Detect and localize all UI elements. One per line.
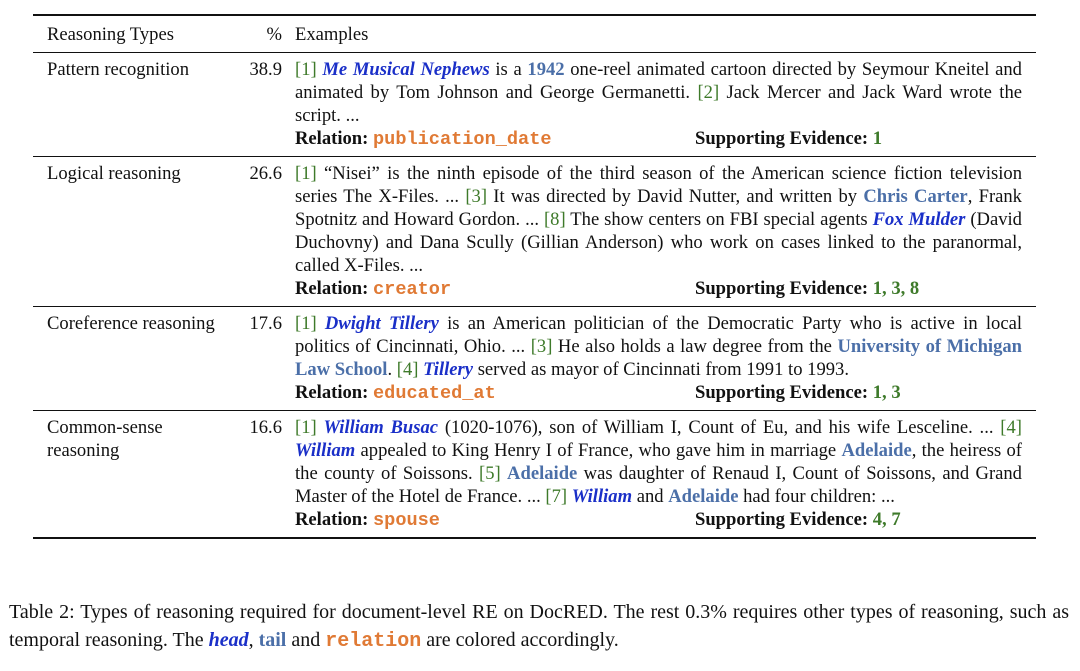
table-row <box>33 307 1036 411</box>
example-text: The show centers on FBI special agents <box>565 209 873 230</box>
relation-line <box>295 277 695 301</box>
example-text <box>295 416 1022 508</box>
caption-text: are colored accordingly. <box>421 629 619 651</box>
sentence-id: [3] <box>465 186 488 207</box>
example-text <box>295 58 1022 127</box>
evidence-line <box>695 277 919 301</box>
table-row <box>33 411 1036 539</box>
example-text <box>295 312 1022 381</box>
tail-entity-legend: tail <box>258 629 287 651</box>
example-text: It was directed by David Nutter, and written by <box>487 186 864 207</box>
head-entity: William <box>295 440 356 461</box>
example-cell <box>295 411 1036 539</box>
sentence-id: [2] <box>697 82 720 103</box>
reasoning-type-cell: Common-sense reasoning <box>33 411 221 539</box>
evidence-label: Supporting Evidence: <box>695 509 869 530</box>
tail-entity: University of Michigan Law School <box>295 336 1023 380</box>
evidence-value: 1, 3 <box>872 382 901 403</box>
example-text: had four children: ... <box>738 486 895 507</box>
example-text: was daughter of Renaud I, Count of Soissons, and Grand Master of the Hotel de France. ... <box>295 463 1022 507</box>
example-text: “Nisei” is the ninth episode of the third season of the American science fiction television series The X-Files. ... <box>295 163 1022 207</box>
relation-label: Relation: <box>295 509 369 530</box>
table-caption <box>9 598 1069 656</box>
percent-cell: 26.6 <box>221 157 295 307</box>
header-reasoning-types: Reasoning Types <box>33 15 221 53</box>
example-meta <box>295 127 1022 151</box>
example-meta <box>295 381 1022 405</box>
header-examples: Examples <box>295 15 1036 53</box>
example-text: served as mayor of Cincinnati from 1991 to 1993. <box>473 359 849 380</box>
reasoning-type-cell: Coreference reasoning <box>33 307 221 411</box>
table-header-row <box>33 15 1036 53</box>
evidence-line <box>695 508 901 532</box>
evidence-value: 1, 3, 8 <box>872 278 920 299</box>
example-text <box>295 162 1022 277</box>
head-entity: William Busac <box>323 417 439 438</box>
evidence-line <box>695 381 901 405</box>
sentence-id: [1] <box>295 313 325 334</box>
sentence-id: [3] <box>530 336 553 357</box>
sentence-id: [1] <box>295 417 324 438</box>
example-text: is a <box>489 59 528 80</box>
example-meta <box>295 277 1022 301</box>
example-text: (1020-1076), son of William I, Count of Eu, and his wife Lesceline. ... <box>438 417 1001 438</box>
example-text: and <box>632 486 669 507</box>
example-text: , the heiress of the county of Soissons. <box>295 440 1022 484</box>
evidence-value: 1 <box>872 128 883 149</box>
tail-entity: Adelaide <box>668 486 739 507</box>
example-cell <box>295 307 1036 411</box>
caption-text: and <box>286 629 326 651</box>
relation-value: educated_at <box>373 383 496 404</box>
sentence-id: [7] <box>545 486 572 507</box>
head-entity: Fox Mulder <box>872 209 966 230</box>
reasoning-types-table <box>33 14 1036 539</box>
example-text: , Frank Spotnitz and Howard Gordon. ... <box>295 186 1022 230</box>
sentence-id: [4] <box>1000 417 1022 438</box>
sentence-id: [4] <box>396 359 424 380</box>
relation-value: spouse <box>373 510 440 531</box>
example-text: appealed to King Henry I of France, who gave him in marriage <box>355 440 842 461</box>
tail-entity: 1942 <box>527 59 565 80</box>
tail-entity: Adelaide <box>507 463 578 484</box>
example-text: (David Duchovny) and Dana Scully (Gillian Anderson) who work on cases linked to the paranormal, called X-Files. ... <box>295 209 1022 276</box>
tail-entity: Chris Carter <box>863 186 968 207</box>
relation-value: publication_date <box>373 129 552 150</box>
caption-text: Table 2: Types of reasoning required for document-level RE on DocRED. The rest 0.3% requires other types of reasoning, such as temporal reasoning. The <box>9 601 1069 651</box>
tail-entity: Adelaide <box>841 440 912 461</box>
evidence-line <box>695 127 882 151</box>
head-entity: Dwight Tillery <box>324 313 439 334</box>
reasoning-type-cell: Pattern recognition <box>33 53 221 157</box>
relation-line <box>295 508 695 532</box>
relation-label: Relation: <box>295 278 369 299</box>
evidence-value: 4, 7 <box>872 509 901 530</box>
relation-line <box>295 381 695 405</box>
sentence-id: [5] <box>479 463 508 484</box>
sentence-id: [1] <box>295 59 323 80</box>
percent-cell: 17.6 <box>221 307 295 411</box>
example-cell <box>295 157 1036 307</box>
example-text: is an American politician of the Democratic Party who is active in local politics of Cincinnati, Ohio. ... <box>295 313 1022 357</box>
example-text: He also holds a law degree from the <box>552 336 838 357</box>
evidence-label: Supporting Evidence: <box>695 382 869 403</box>
head-entity: Me Musical Nephews <box>322 59 490 80</box>
evidence-label: Supporting Evidence: <box>695 278 869 299</box>
sentence-id: [1] <box>295 163 317 184</box>
caption-text: , <box>248 629 259 651</box>
example-text: one-reel animated cartoon directed by Seymour Kneitel and animated by Tom Johnson and George Germanetti. <box>295 59 1022 103</box>
example-text: Jack Mercer and Jack Ward wrote the script. ... <box>295 82 1023 126</box>
head-entity: William <box>571 486 633 507</box>
table-row <box>33 53 1036 157</box>
evidence-label: Supporting Evidence: <box>695 128 869 149</box>
example-cell <box>295 53 1036 157</box>
example-text: . <box>387 359 397 380</box>
header-percent: % <box>221 15 295 53</box>
relation-line <box>295 127 695 151</box>
percent-cell: 16.6 <box>221 411 295 539</box>
relation-word-legend: relation <box>325 630 422 653</box>
head-entity: Tillery <box>423 359 474 380</box>
head-entity-legend: head <box>208 629 249 651</box>
relation-label: Relation: <box>295 128 369 149</box>
reasoning-type-cell: Logical reasoning <box>33 157 221 307</box>
relation-value: creator <box>373 279 452 300</box>
percent-cell: 38.9 <box>221 53 295 157</box>
relation-label: Relation: <box>295 382 369 403</box>
example-meta <box>295 508 1022 532</box>
table-row <box>33 157 1036 307</box>
sentence-id: [8] <box>543 209 566 230</box>
